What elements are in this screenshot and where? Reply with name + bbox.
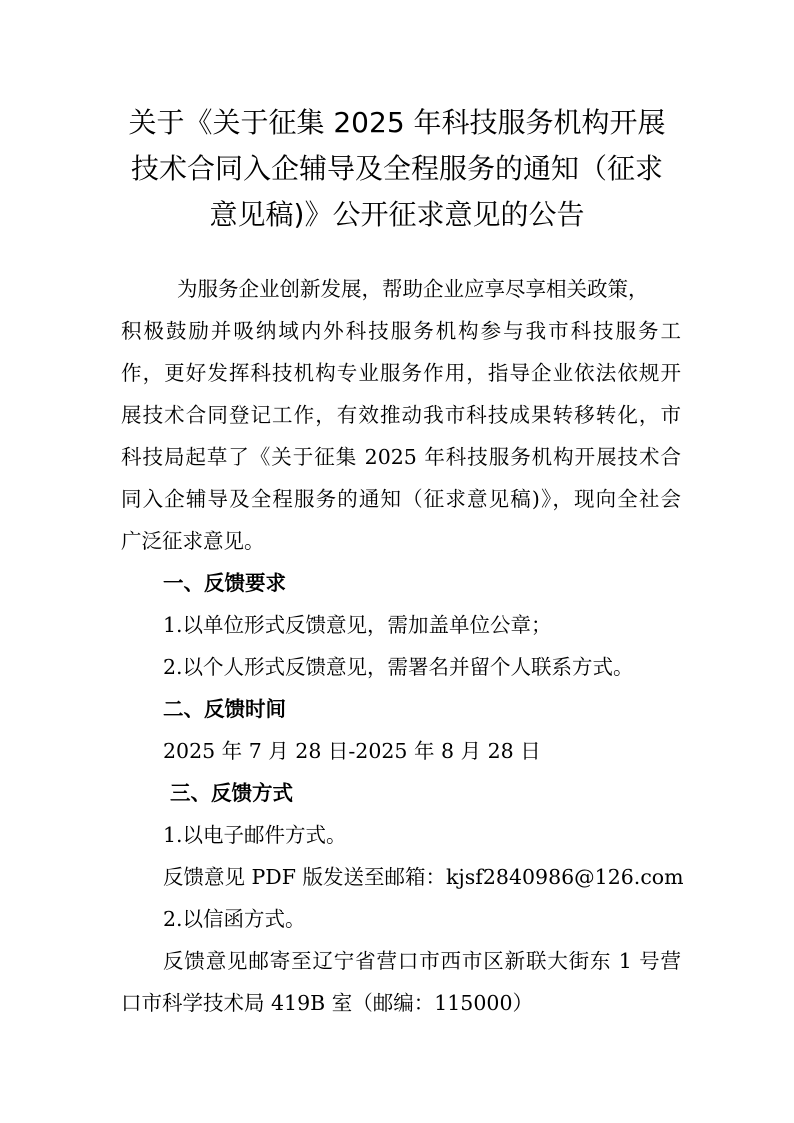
requirement-item-1: 1.以单位形式反馈意见，需加盖单位公章； [163,613,552,637]
section-heading-feedback-time: 二、反馈时间 [163,697,286,721]
email-line: 反馈意见 PDF 版发送至邮箱：kjsf2840986@126.com [163,865,684,889]
intro-line-7: 广泛征求意见。 [121,529,265,553]
feedback-period: 2025 年 7 月 28 日-2025 年 8 月 28 日 [163,739,541,763]
section-heading-feedback-requirements: 一、反馈要求 [163,571,286,595]
intro-line-4: 展技术合同登记工作，有效推动我市科技成果转移转化，市 [121,403,681,427]
requirement-item-2: 2.以个人形式反馈意见，需署名并留个人联系方式。 [163,655,634,679]
intro-line-2: 积极鼓励并吸纳域内外科技服务机构参与我市科技服务工 [121,319,681,343]
method-item-2: 2.以信函方式。 [163,907,306,931]
section-heading-feedback-method: 三、反馈方式 [170,781,293,805]
method-item-1: 1.以电子邮件方式。 [163,823,347,847]
intro-line-5: 科技局起草了《关于征集 2025 年科技服务机构开展技术合 [121,445,681,469]
intro-line-6: 同入企辅导及全程服务的通知（征求意见稿)》，现向全社会 [121,487,681,511]
intro-line-3: 作，更好发挥科技机构专业服务作用，指导企业依法依规开 [121,361,681,385]
address-line-2: 口市科学技术局 419B 室（邮编：115000） [121,991,533,1015]
page-title [100,100,694,238]
intro-line-1: 为服务企业创新发展，帮助企业应享尽享相关政策， [177,277,649,301]
title-line-3: 意见稿)》公开征求意见的公告 [209,198,585,231]
address-line-1: 反馈意见邮寄至辽宁省营口市西市区新联大街东 1 号营 [163,949,681,973]
title-line-1: 关于《关于征集 2025 年科技服务机构开展 [128,106,666,139]
title-line-2: 技术合同入企辅导及全程服务的通知（征求 [130,152,663,185]
